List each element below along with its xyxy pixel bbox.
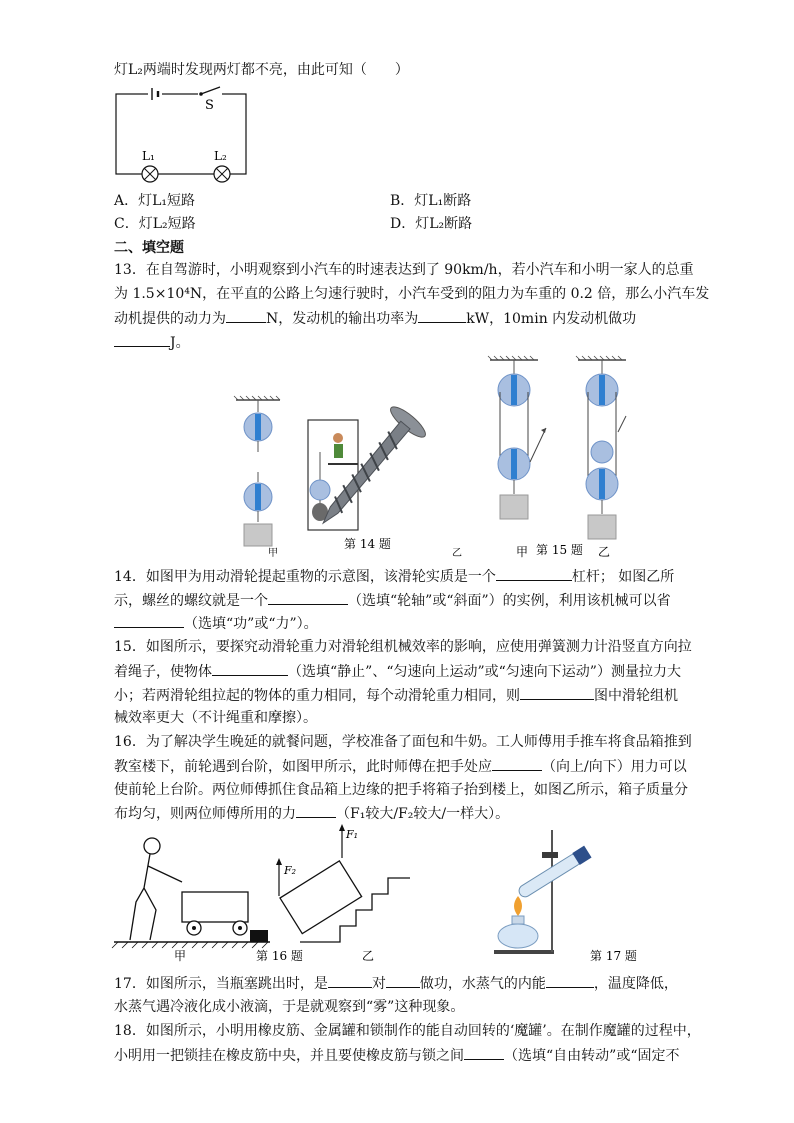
- option-a: A．灯L₁短路: [114, 193, 196, 209]
- answer-blank: [114, 332, 170, 347]
- q16-line4: 布均匀，则两位师傅所用的力 （F₁较大/F₂较大/一样大）。: [114, 803, 509, 824]
- option-d: D．灯L₂断路: [390, 216, 473, 232]
- fig14-yi-label: 乙: [452, 548, 462, 559]
- q15-line1: 15．如图所示，要探究动滑轮重力对滑轮组机械效率的影响，应使用弹簧测力计沿竖直方向拉: [114, 639, 692, 655]
- figure-14-15: [230, 352, 630, 562]
- q16-line3: 使前轮上台阶。两位师傅抓住食品箱上边缘的把手将箱子抬到楼上，如图乙所示，箱子质量分: [114, 782, 688, 798]
- weight-block: [244, 524, 272, 546]
- q13-line3: 动机提供的动力为 N，发动机的输出功率为 kW，10min 内发动机做功: [114, 308, 636, 329]
- answer-blank: [520, 685, 594, 700]
- lamp-l2-icon: [214, 166, 230, 182]
- q14-line1: 14．如图甲为用动滑轮提起重物的示意图，该滑轮实质是一个 杠杆； 如图乙所: [114, 566, 674, 587]
- circuit-diagram: [110, 84, 260, 189]
- lamp-l1-icon: [142, 166, 158, 182]
- q15-line4: 械效率更大（不计绳重和摩擦）。: [114, 710, 317, 726]
- fig15-jia-label: 甲: [516, 545, 529, 559]
- answer-blank: [492, 756, 542, 771]
- answer-blank: [386, 973, 420, 988]
- answer-blank: [546, 973, 594, 988]
- answer-blank: [496, 566, 572, 581]
- pulley-icon: [310, 480, 330, 500]
- cart-icon: [182, 892, 248, 922]
- option-b: B．灯L₁断路: [390, 193, 472, 209]
- lamp-l1-label: L₁: [142, 149, 155, 163]
- q18-line1: 18．如图所示，小明用橡皮筋、金属罐和锁制作的能自动回转的‘魔罐’。在制作魔罐的过程中，: [114, 1023, 701, 1039]
- lamp-l2-label: L₂: [214, 149, 227, 163]
- fig14-jia-label: 甲: [268, 548, 278, 559]
- answer-blank: [296, 803, 336, 818]
- switch-label: S: [205, 98, 214, 113]
- answer-blank: [114, 613, 184, 628]
- answer-blank: [464, 1045, 504, 1060]
- fig16-jia-label: 甲: [174, 949, 187, 963]
- worker-icon: [333, 433, 343, 443]
- fig14-caption: 第 14 题: [344, 537, 391, 551]
- battery-icon: [148, 88, 162, 100]
- answer-blank: [418, 308, 466, 323]
- switch-icon: [198, 87, 222, 98]
- flame-icon: [514, 896, 522, 916]
- q15-line2: 着绳子，使物体 （选填“静止”、“匀速向上运动”或“匀速向下运动”）测量拉力大: [114, 661, 681, 682]
- q16-line1: 16．为了解决学生晚延的就餐问题，学校准备了面包和牛奶。工人师傅用手推车将食品箱推到: [114, 734, 692, 750]
- fig15-caption: 第 15 题: [536, 543, 583, 557]
- option-c: C．灯L₂短路: [114, 216, 196, 232]
- q18-line2: 小明用一把锁挂在橡皮筋中央，并且要使橡皮筋与锁之间 （选填“自由转动”或“固定不: [114, 1045, 679, 1066]
- fig17-caption: 第 17 题: [590, 949, 637, 963]
- fig16-caption: 第 16 题: [256, 949, 303, 963]
- q14-line2: 示，螺丝的螺纹就是一个 （选填“轮轴”或“斜面”）的实例，利用该机械可以省: [114, 590, 671, 611]
- stairs: [300, 878, 410, 942]
- q17-line1: 17．如图所示，当瓶塞跳出时，是 对 做功，水蒸气的内能 ，温度降低，: [114, 973, 678, 994]
- q12-continuation: 灯L₂两端时发现两灯都不亮，由此可知（ ）: [114, 62, 409, 78]
- fig16-yi-label: 乙: [362, 949, 375, 963]
- q15-line3: 小；若两滑轮组拉起的物体的重力相同，每个动滑轮重力相同，则 图中滑轮组机: [114, 685, 678, 706]
- force-f2-label: F₂: [284, 864, 297, 877]
- q13-line1: 13．在自驾游时，小明观察到小汽车的时速表达到了 90km/h，若小汽车和小明一家人的总重: [114, 262, 694, 278]
- answer-blank: [226, 308, 266, 323]
- weight-block: [588, 515, 616, 539]
- weight-block: [500, 495, 528, 519]
- person-icon: [130, 838, 182, 940]
- fig15-yi-label: 乙: [598, 545, 611, 559]
- q13-line4: J。: [114, 332, 190, 353]
- answer-blank: [268, 590, 348, 605]
- answer-blank: [328, 973, 372, 988]
- q13-line2: 为 1.5×10⁴N，在平直的公路上匀速行驶时，小汽车受到的阻力为车重的 0.2 倍，那么小汽车发: [114, 286, 710, 302]
- force-f1-label: F₁: [346, 828, 359, 841]
- q17-line2: 水蒸气遇冷液化成小液滴，于是就观察到“雾”这种现象。: [114, 999, 465, 1015]
- q14-line3: （选填“功”或“力”）。: [114, 613, 318, 634]
- pulley-icon: [591, 441, 613, 463]
- section-heading: 二、填空题: [114, 240, 184, 256]
- alcohol-lamp-icon: [498, 916, 538, 948]
- figure-16-17: [110, 824, 640, 964]
- q16-line2: 教室楼下，前轮遇到台阶，如图甲所示，此时师傅在把手处应 （向上/向下）用力可以: [114, 756, 687, 777]
- answer-blank: [212, 661, 288, 676]
